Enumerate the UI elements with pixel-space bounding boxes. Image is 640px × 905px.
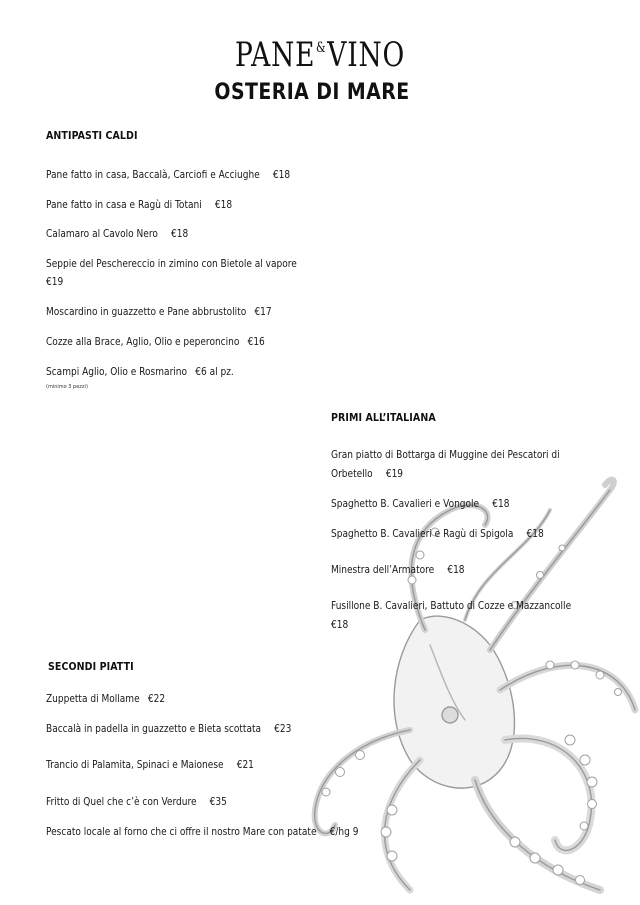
- item-name-continued: Orbetello: [331, 467, 373, 480]
- item-price: €21: [236, 758, 254, 771]
- item-name: Minestra dell’Armatore: [331, 563, 435, 576]
- item-price: €6 al pz.: [195, 365, 234, 378]
- item-name: Fusillone B. Cavalieri, Battuto di Cozze e Mazzancolle: [331, 599, 572, 612]
- menu-item: [46, 255, 297, 273]
- menu-item: [46, 720, 291, 738]
- item-price: €18: [447, 563, 465, 576]
- menu-item: [46, 793, 227, 811]
- section-title-primi: PRIMI ALL’ITALIANA: [331, 412, 436, 424]
- menu-item-price-line: [46, 273, 63, 291]
- item-price: €35: [209, 795, 227, 808]
- menu-item: [46, 363, 234, 381]
- menu-item: [46, 166, 290, 184]
- item-price: €16: [247, 335, 265, 348]
- brand-logo: [70, 28, 569, 75]
- item-price: €18: [526, 527, 544, 540]
- menu-item: [331, 597, 571, 615]
- item-name: Scampi Aglio, Olio e Rosmarino: [46, 365, 188, 378]
- logo-word-vino: VINO: [327, 35, 406, 75]
- item-price: €/hg 9: [329, 825, 359, 838]
- item-price: €22: [147, 692, 166, 705]
- item-price: €18: [331, 618, 349, 631]
- logo-word-pane: PANE: [234, 35, 316, 75]
- item-name: Seppie del Peschereccio in zimino con Bietole al vapore: [46, 257, 297, 270]
- item-price: €18: [272, 168, 291, 181]
- item-name: Moscardino in guazzetto e Pane abbrustolito: [46, 305, 247, 318]
- item-name: Spaghetto B. Cavalieri e Ragù di Spigola: [331, 527, 514, 540]
- item-name: Pane fatto in casa, Baccalà, Carciofi e Acciughe: [46, 168, 260, 181]
- item-name: Gran piatto di Bottarga di Muggine dei Pescatori di: [331, 448, 560, 461]
- menu-item: [46, 196, 232, 214]
- menu-item: [46, 225, 188, 243]
- item-name: Trancio di Palamita, Spinaci e Maionese: [46, 758, 224, 771]
- item-name: Cozze alla Brace, Aglio, Olio e peperoncino: [46, 335, 240, 348]
- item-price: €19: [46, 275, 64, 288]
- item-name: Fritto di Quel che c’è con Verdure: [46, 795, 197, 808]
- menu-item: [331, 446, 560, 464]
- item-price: €18: [214, 198, 233, 211]
- page-subtitle: OSTERIA DI MARE: [214, 80, 410, 105]
- menu-item: [331, 561, 465, 579]
- menu-item: [46, 690, 165, 708]
- item-price: €23: [274, 722, 292, 735]
- section-title-antipasti: ANTIPASTI CALDI: [46, 130, 138, 142]
- menu-item-price-line: [331, 616, 348, 634]
- item-name: Zuppetta di Mollame: [46, 692, 140, 705]
- item-price: €19: [385, 467, 404, 480]
- item-name: Pescato locale al forno che ci offre il nostro Mare con patate: [46, 825, 317, 838]
- item-price: €18: [170, 227, 189, 240]
- item-price: €17: [254, 305, 272, 318]
- section-title-secondi: SECONDI PIATTI: [48, 661, 134, 673]
- menu-item: [331, 495, 509, 513]
- item-name: Calamaro al Cavolo Nero: [46, 227, 158, 240]
- menu-item: [46, 333, 265, 351]
- menu-item: [46, 756, 254, 774]
- logo-ampersand: &: [316, 40, 327, 56]
- item-name: Pane fatto in casa e Ragù di Totani: [46, 198, 202, 211]
- item-price: €18: [492, 497, 510, 510]
- menu-item: [46, 303, 272, 321]
- item-name: Spaghetto B. Cavalieri e Vongole: [331, 497, 480, 510]
- item-name: Baccalà in padella in guazzetto e Bieta scottata: [46, 722, 262, 735]
- item-note: (minimo 3 pezzi): [46, 384, 88, 390]
- menu-item-second-line: [331, 465, 403, 483]
- menu-item: [331, 525, 544, 543]
- menu-item: [46, 823, 358, 841]
